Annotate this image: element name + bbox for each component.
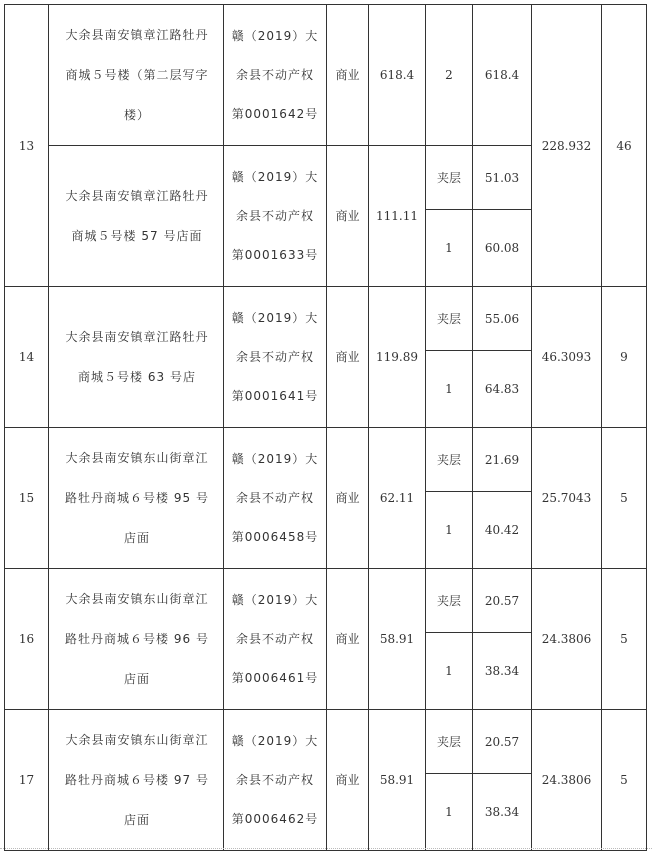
land-area-cell [532,569,602,710]
count-cell [602,428,647,569]
floor-area-cell-text: 618.4 [484,68,520,82]
area-cell-text: 58.91 [379,773,415,787]
floor-area-cell [473,287,532,351]
seq-cell [5,287,49,428]
floor-area-cell [473,5,532,146]
floor-area-cell-text: 60.08 [484,241,520,255]
land-area-cell-text: 228.932 [541,138,592,153]
seq-cell-text: 13 [18,138,35,153]
floor-area-cell [473,633,532,710]
floor-cell [426,710,473,774]
usage-cell [327,569,369,710]
table-row [5,428,647,492]
count-cell [602,569,647,710]
floor-area-cell [473,351,532,428]
area-cell-text: 119.89 [376,350,418,364]
table-row [5,5,647,146]
area-cell-text: 618.4 [379,68,415,82]
floor-area-cell [473,774,532,851]
cert-cell-text: 赣（2019）大余县不动产权第0001633号 [231,169,319,262]
land-area-cell-text: 24.3806 [541,632,592,646]
area-cell [369,146,426,287]
count-cell-text: 5 [620,491,628,505]
table-row [5,287,647,351]
usage-cell [327,5,369,146]
area-cell [369,5,426,146]
property-table-body [5,5,647,851]
seq-cell [5,5,49,287]
floor-area-cell-text: 38.34 [484,805,520,819]
cert-cell [224,146,327,287]
floor-area-cell [473,428,532,492]
land-area-cell-text: 46.3093 [541,350,592,364]
cert-cell-text: 赣（2019）大余县不动产权第0006458号 [231,451,319,544]
floor-area-cell [473,492,532,569]
table-row [5,710,647,774]
floor-cell-text: 1 [445,382,453,396]
floor-cell [426,146,473,210]
area-cell-text: 111.11 [376,209,418,223]
floor-area-cell-text: 51.03 [484,170,520,185]
floor-area-cell [473,710,532,774]
cert-cell [224,5,327,146]
area-cell-text: 58.91 [379,632,415,646]
floor-cell [426,633,473,710]
floor-cell [426,774,473,851]
floor-cell-text: 夹层 [436,170,461,185]
usage-cell [327,146,369,287]
floor-cell-text: 1 [445,805,453,819]
floor-cell-text: 1 [445,241,453,255]
address-cell-text: 大余县南安镇章江路牡丹商城５号楼 63 号店 [65,330,209,384]
usage-cell-text: 商业 [335,68,360,82]
seq-cell-text: 17 [18,773,35,787]
floor-area-cell-text: 20.57 [484,734,520,749]
property-table [4,4,647,851]
table-row [5,569,647,633]
land-area-cell-text: 25.7043 [541,491,592,505]
floor-cell [426,5,473,146]
land-area-cell-text: 24.3806 [541,773,592,787]
count-cell [602,710,647,851]
usage-cell [327,428,369,569]
floor-area-cell-text: 21.69 [484,452,520,467]
floor-cell [426,492,473,569]
count-cell-text: 5 [620,632,628,646]
page-bottom-edge [0,848,652,851]
address-cell [49,146,224,287]
cert-cell [224,287,327,428]
cert-cell-text: 赣（2019）大余县不动产权第0006462号 [231,733,319,826]
usage-cell [327,710,369,851]
floor-area-cell [473,569,532,633]
address-cell [49,287,224,428]
seq-cell-text: 14 [18,350,35,364]
floor-cell [426,428,473,492]
usage-cell-text: 商业 [335,491,360,505]
seq-cell [5,569,49,710]
floor-cell-text: 夹层 [436,452,461,467]
cert-cell [224,710,327,851]
floor-cell [426,210,473,287]
usage-cell-text: 商业 [335,773,360,787]
area-cell-text: 62.11 [379,491,415,505]
cert-cell-text: 赣（2019）大余县不动产权第0001642号 [231,28,319,121]
usage-cell [327,287,369,428]
seq-cell [5,710,49,851]
floor-cell [426,351,473,428]
address-cell-text: 大余县南安镇东山街章江路牡丹商城６号楼 96 号店面 [65,592,209,686]
floor-area-cell-text: 64.83 [484,382,520,396]
address-cell-text: 大余县南安镇东山街章江路牡丹商城６号楼 95 号店面 [65,451,209,545]
floor-cell-text: 夹层 [436,734,461,749]
land-area-cell [532,710,602,851]
floor-area-cell-text: 38.34 [484,664,520,678]
floor-cell-text: 夹层 [436,593,461,608]
floor-cell [426,287,473,351]
floor-cell-text: 1 [445,523,453,537]
address-cell [49,710,224,851]
floor-cell-text: 1 [445,664,453,678]
seq-cell [5,428,49,569]
floor-area-cell-text: 55.06 [484,311,520,326]
area-cell [369,569,426,710]
floor-area-cell [473,210,532,287]
count-cell-text: 9 [620,350,628,364]
land-area-cell [532,287,602,428]
cert-cell [224,428,327,569]
floor-area-cell-text: 40.42 [484,523,520,537]
area-cell [369,710,426,851]
floor-area-cell-text: 20.57 [484,593,520,608]
usage-cell-text: 商业 [335,632,360,646]
cert-cell-text: 赣（2019）大余县不动产权第0006461号 [231,592,319,685]
floor-cell-text: 2 [445,68,453,82]
cert-cell [224,569,327,710]
seq-cell-text: 16 [18,632,35,646]
address-cell-text: 大余县南安镇章江路牡丹商城５号楼（第二层写字楼） [65,28,209,122]
land-area-cell [532,428,602,569]
address-cell [49,428,224,569]
address-cell-text: 大余县南安镇东山街章江路牡丹商城６号楼 97 号店面 [65,733,209,827]
area-cell [369,428,426,569]
cert-cell-text: 赣（2019）大余县不动产权第0001641号 [231,310,319,403]
floor-cell [426,569,473,633]
usage-cell-text: 商业 [335,350,360,364]
count-cell [602,5,647,287]
floor-area-cell [473,146,532,210]
address-cell [49,569,224,710]
count-cell-text: 46 [616,138,632,153]
land-area-cell [532,5,602,287]
usage-cell-text: 商业 [335,209,360,223]
area-cell [369,287,426,428]
address-cell-text: 大余县南安镇章江路牡丹商城５号楼 57 号店面 [65,189,209,243]
count-cell [602,287,647,428]
count-cell-text: 5 [620,773,628,787]
seq-cell-text: 15 [18,491,35,505]
address-cell [49,5,224,146]
floor-cell-text: 夹层 [436,311,461,326]
